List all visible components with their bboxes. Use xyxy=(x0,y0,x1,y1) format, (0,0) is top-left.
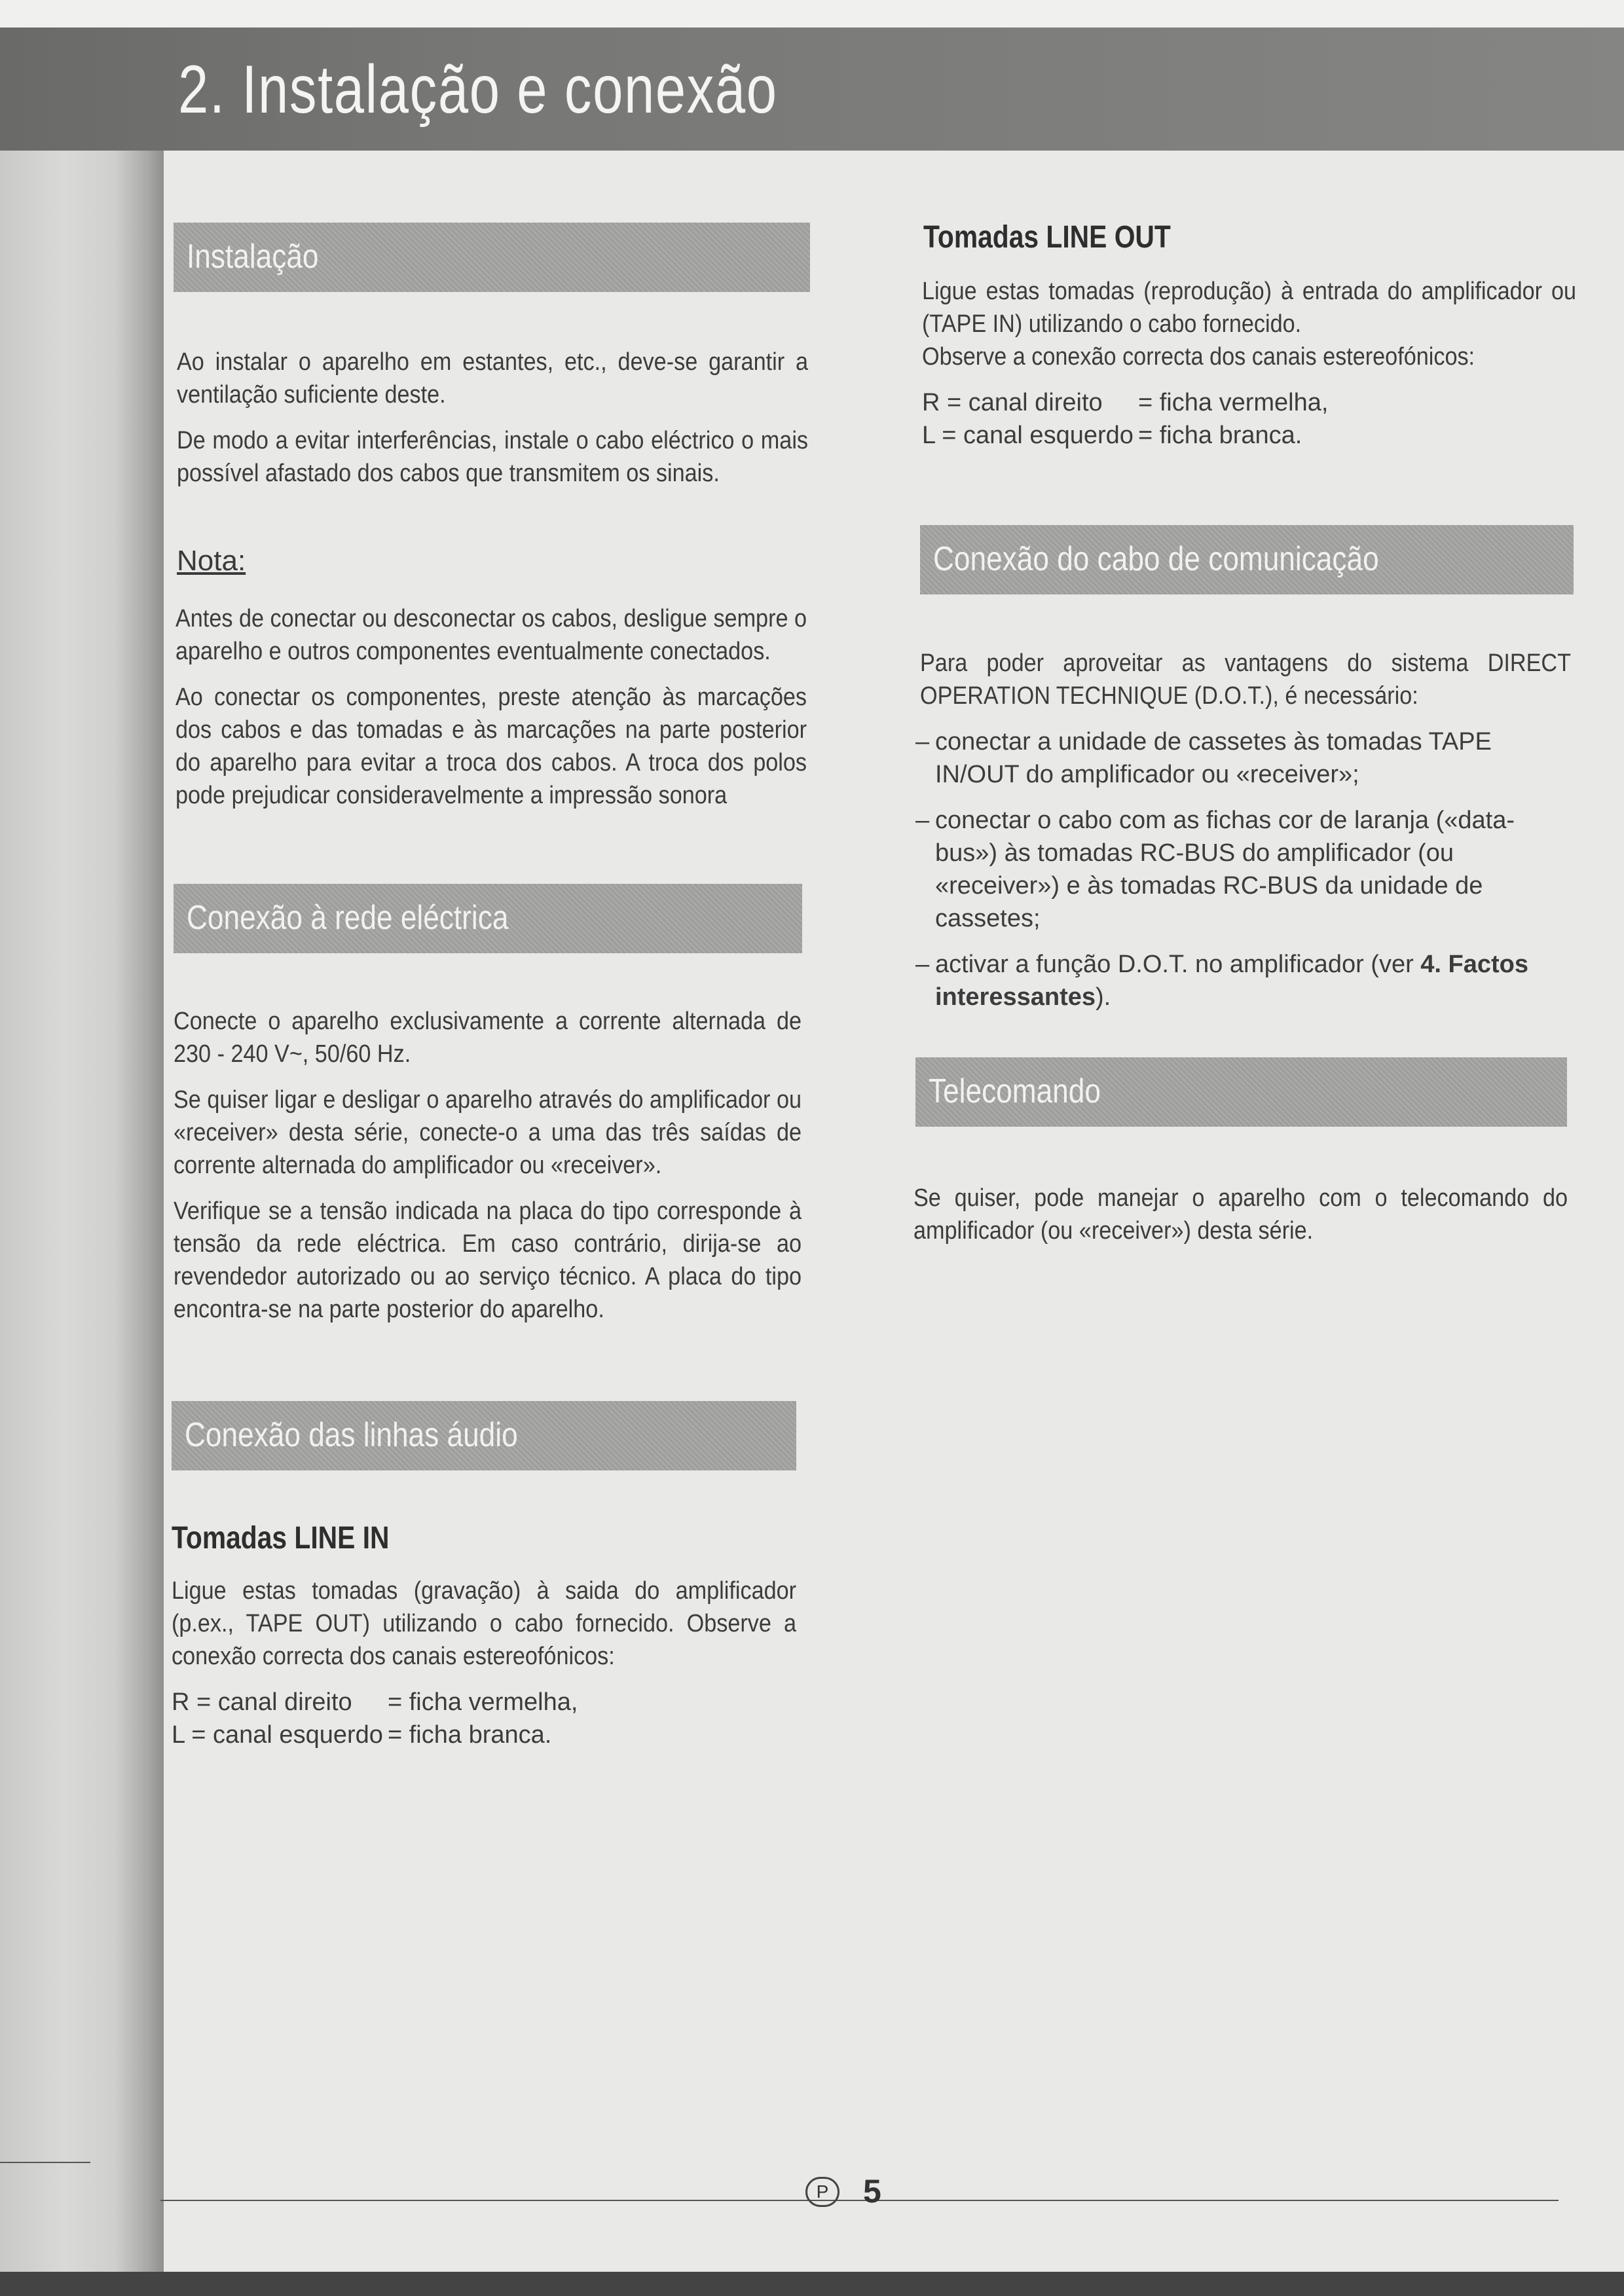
page-number: 5 xyxy=(863,2173,881,2210)
list-item xyxy=(915,804,1572,935)
list-item-text-part: ). xyxy=(1096,983,1111,1011)
section-heading-telecomando xyxy=(915,1057,1567,1127)
section-heading-text: Conexão das linhas áudio xyxy=(185,1416,518,1454)
instalacao-text xyxy=(177,346,809,490)
footer-rule xyxy=(160,2200,1559,2201)
comunicacao-intro xyxy=(920,647,1572,712)
list-dash: – xyxy=(915,807,930,834)
section-heading-audio xyxy=(172,1401,796,1470)
list-item-text-part: activar a função D.O.T. no amplificador (ver xyxy=(935,951,1421,978)
channel-value: = ficha branca. xyxy=(388,1721,552,1749)
channel-key: L = canal esquerdo xyxy=(172,1721,383,1749)
section-heading-comunicacao xyxy=(920,525,1574,594)
section-heading-text: Telecomando xyxy=(929,1072,1101,1110)
line-out-channel-list xyxy=(922,386,1328,452)
page-bottom-edge xyxy=(0,2272,1624,2296)
telecomando-text xyxy=(913,1182,1568,1247)
comunicacao-list xyxy=(915,725,1572,1027)
paragraph: Para poder aproveitar as vantagens do sistema DIRECT OPERATION TECHNIQUE (D.O.T.), é necessário: xyxy=(920,649,1571,710)
paragraph: Se quiser ligar e desligar o aparelho através do amplificador ou «receiver» desta série, conecte-o a uma das três saídas de corrente alternada do amplificador ou «receiver». xyxy=(174,1086,802,1179)
section-heading-text: Instalação xyxy=(187,238,319,276)
channel-row xyxy=(172,1719,578,1751)
line-out-text xyxy=(922,275,1577,373)
paragraph: Verifique se a tensão indicada na placa do tipo corresponde à tensão da rede eléctrica. Em caso contrário, dirija-se ao revendedor autorizado ou ao serviço técnico. A placa do tipo encontra-se na parte posterior do aparelho. xyxy=(174,1197,802,1323)
list-item xyxy=(915,948,1572,1013)
nota-text xyxy=(175,602,807,812)
channel-key: R = canal direito xyxy=(922,389,1103,416)
list-item-text: conectar o cabo com as fichas cor de laranja («data-bus») às tomadas RC-BUS do amplificador (ou «receiver») e às tomadas RC-BUS da unidade de cassetes; xyxy=(935,807,1515,932)
line-in-channel-list xyxy=(172,1686,578,1751)
paragraph: Conecte o aparelho exclusivamente a corrente alternada de 230 - 240 V~, 50/60 Hz. xyxy=(174,1008,802,1068)
section-heading-instalacao xyxy=(174,223,810,292)
list-dash: – xyxy=(915,951,930,978)
paragraph: Se quiser, pode manejar o aparelho com o telecomando do amplificador (ou «receiver») desta série. xyxy=(913,1184,1568,1245)
section-heading-text: Conexão do cabo de comunicação xyxy=(933,540,1379,578)
list-item xyxy=(915,725,1572,791)
paragraph: Antes de conectar ou desconectar os cabos, desligue sempre o aparelho e outros componentes eventualmente conectados. xyxy=(175,605,807,665)
channel-key: R = canal direito xyxy=(172,1688,352,1716)
paragraph: De modo a evitar interferências, instale o cabo eléctrico o mais possível afastado dos cabos que transmitem os sinais. xyxy=(177,427,809,487)
channel-key: L = canal esquerdo xyxy=(922,422,1134,449)
page-top-edge xyxy=(0,0,1624,27)
book-spine-shadow xyxy=(0,0,164,2296)
paragraph: Observe a conexão correcta dos canais estereofónicos: xyxy=(922,343,1475,371)
nota-label: Nota: xyxy=(177,545,246,577)
cross-reference: 4. Factos interessantes xyxy=(935,951,1529,1011)
paragraph: Ligue estas tomadas (reprodução) à entrada do amplificador ou (TAPE IN) utilizando o cabo fornecido. xyxy=(922,278,1576,338)
subheading-line-in: Tomadas LINE IN xyxy=(172,1521,390,1556)
channel-value: = ficha vermelha, xyxy=(1138,389,1329,416)
channel-row xyxy=(922,386,1328,419)
paragraph: Ligue estas tomadas (gravação) à saida do amplificador (p.ex., TAPE OUT) utilizando o cabo fornecido. Observe a conexão correcta dos canais estereofónicos: xyxy=(172,1577,797,1670)
channel-value: = ficha vermelha, xyxy=(388,1688,578,1716)
channel-value: = ficha branca. xyxy=(1138,422,1302,449)
paragraph: Ao conectar os componentes, preste atenção às marcações dos cabos e das tomadas e às marcações na parte posterior do aparelho para evitar a troca dos cabos. A troca dos polos pode prejudicar consideravelmente a impressão sonora xyxy=(175,683,807,809)
list-dash: – xyxy=(915,728,930,756)
channel-row xyxy=(172,1686,578,1719)
rede-text xyxy=(174,1005,802,1326)
footer-rule-left-page xyxy=(0,2162,90,2163)
line-in-text xyxy=(172,1575,797,1673)
list-item-text: conectar a unidade de cassetes às tomadas TAPE IN/OUT do amplificador ou «receiver»; xyxy=(935,728,1492,788)
subheading-line-out: Tomadas LINE OUT xyxy=(923,220,1171,255)
section-heading-rede xyxy=(174,884,802,953)
paragraph: Ao instalar o aparelho em estantes, etc., deve-se garantir a ventilação suficiente deste. xyxy=(177,348,809,409)
list-item-text xyxy=(935,948,1572,1013)
channel-row xyxy=(922,419,1328,452)
language-symbol: P xyxy=(805,2177,840,2207)
section-heading-text: Conexão à rede eléctrica xyxy=(187,899,509,937)
page-title: 2. Instalação e conexão xyxy=(178,52,778,128)
